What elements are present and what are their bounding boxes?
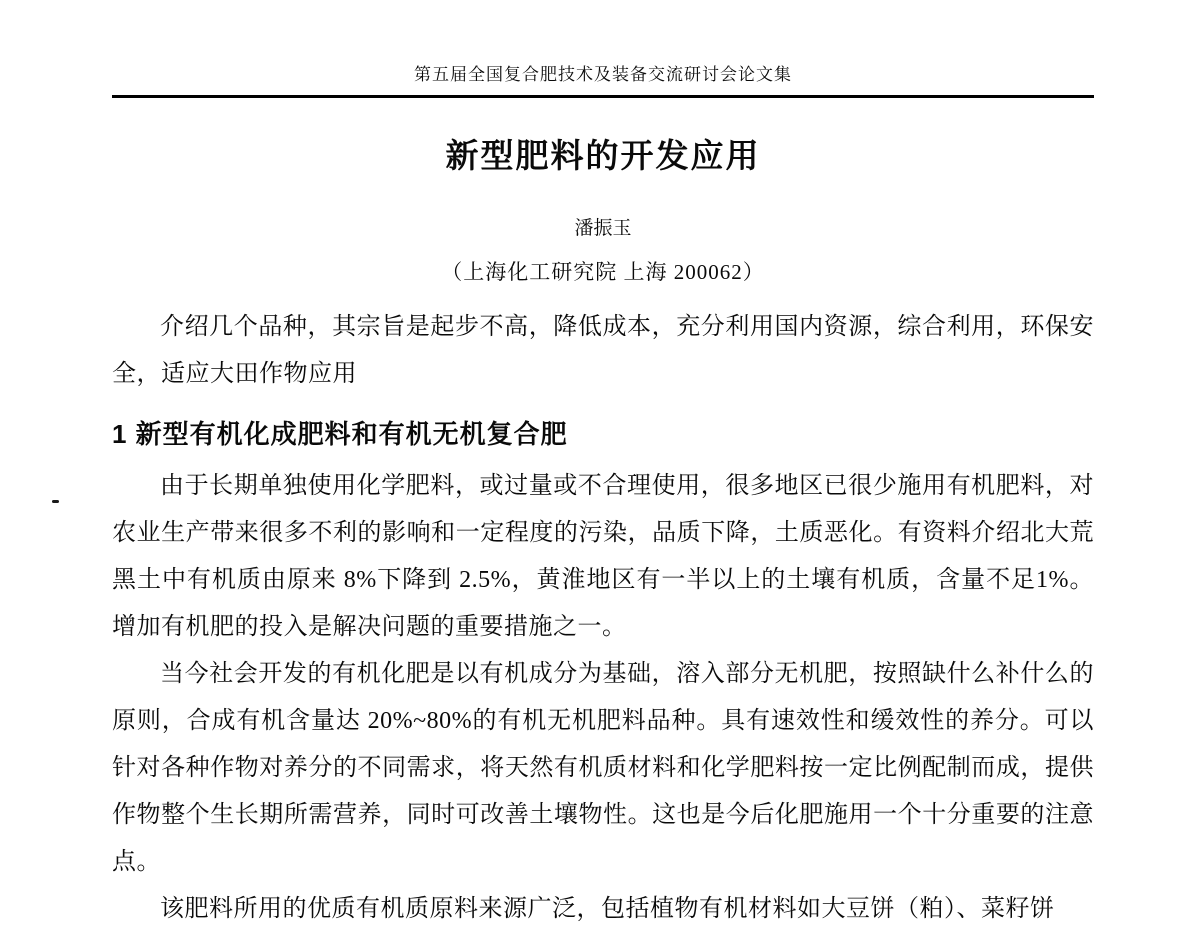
section-1-heading: 1 新型有机化成肥料和有机无机复合肥 [112,419,568,449]
body-paragraph-1: 由于长期单独使用化学肥料，或过量或不合理使用，很多地区已很少施用有机肥料，对农业生产带来很多不利的影响和一定程度的污染，品质下降，土质恶化。有资料介绍北大荒黑土中有机质由原来 8%下降到 2.5%，黄淮地区有一半以上的土壤有机质，含量不足1%。增加有机肥的投入是解决问题的重要措施之一。 [112,473,1094,640]
abstract-paragraph: 介绍几个品种，其宗旨是起步不高，降低成本，充分利用国内资源，综合利用，环保安全，适应大田作物应用 [112,314,1094,387]
paper-title: 新型肥料的开发应用 [445,137,761,174]
running-header: 第五届全国复合肥技术及装备交流研讨会论文集 [112,0,1094,98]
author-name: 潘振玉 [574,218,632,239]
scan-artifact-dot [52,500,59,503]
page-content [112,0,1094,933]
body-paragraph-3: 该肥料所用的优质有机质原料来源广泛，包括植物有机材料如大豆饼（粕）、菜籽饼 [160,896,1055,922]
author-affiliation: （上海化工研究院 上海 200062） [441,260,765,284]
body-paragraph-2: 当今社会开发的有机化肥是以有机成分为基础，溶入部分无机肥，按照缺什么补什么的原则，合成有机含量达 20%~80%的有机无机肥料品种。具有速效性和缓效性的养分。可以针对各种作物对养分的不同需求，将天然有机质材料和化学肥料按一定比例配制而成，提供作物整个生长期所需营养，同时可改善土壤物性。这也是今后化肥施用一个十分重要的注意点。 [112,661,1094,875]
